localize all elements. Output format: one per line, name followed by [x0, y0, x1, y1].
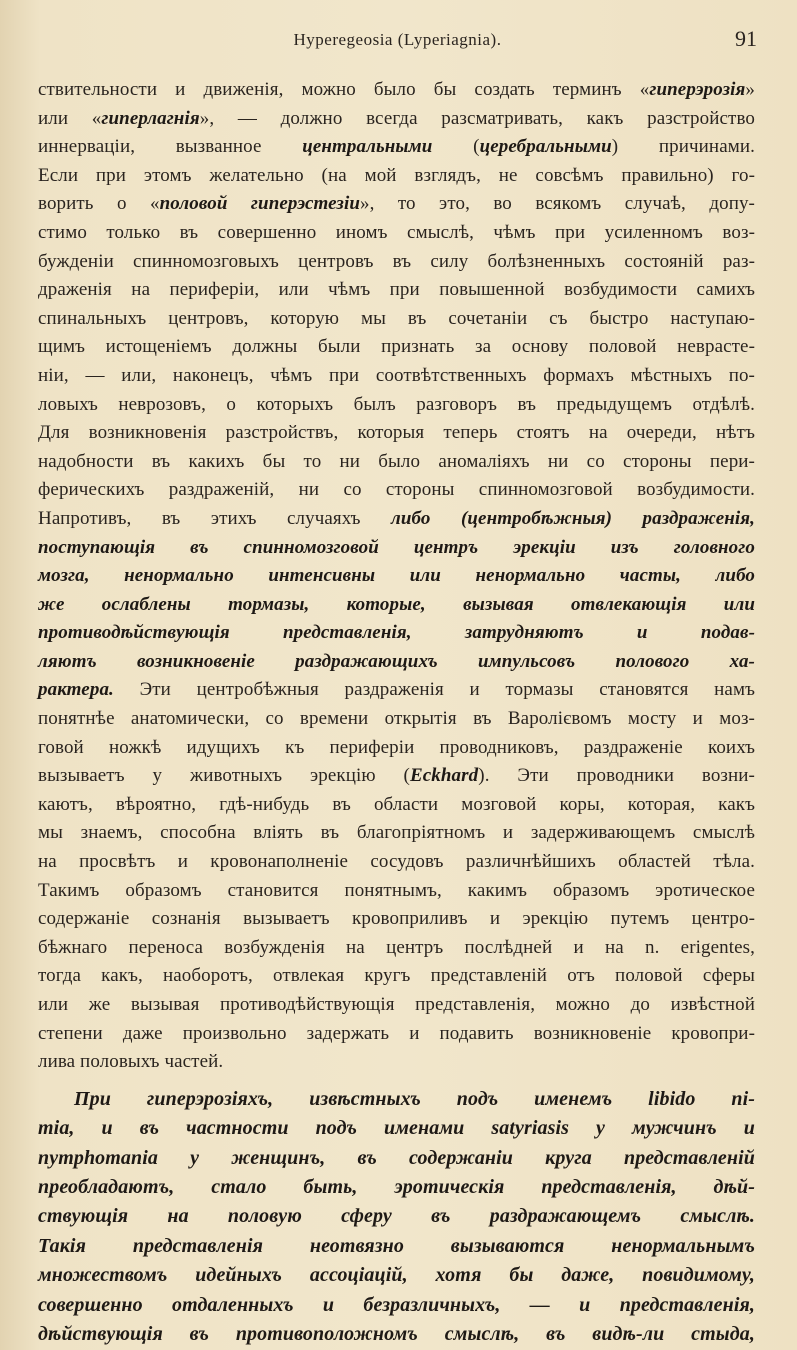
- emphasized-text: совершенно отдаленныхъ и безразличныхъ, — и представленія,: [38, 1293, 755, 1316]
- text-line: [38, 676, 755, 705]
- text-line: [38, 877, 755, 906]
- emphasized-text: дѣйствующія въ противоположномъ смыслѣ, въ видѣ-ли стыда,: [38, 1322, 755, 1345]
- text-line: [38, 1048, 755, 1077]
- text-segment: мы знаемъ, способна вліять въ благопріятномъ и задерживающемъ смыслѣ: [38, 822, 755, 844]
- text-segment: ловыхъ неврозовъ, о которыхъ былъ разговоръ въ предыдущемъ отдѣлѣ.: [38, 393, 755, 415]
- running-head: Hyperegeosia (Lyperiagnia).: [293, 30, 502, 49]
- emphasized-text: преобладаютъ, стало быть, эротическія представленія, дѣй-: [38, 1175, 755, 1198]
- emphasized-text: рактера.: [38, 679, 114, 701]
- text-segment: Эти центробѣжныя раздраженія и тормазы становятся намъ: [113, 679, 755, 701]
- text-line: [38, 934, 755, 963]
- text-line: [38, 562, 755, 591]
- paragraph-2: [38, 1085, 755, 1350]
- text-segment: ). Эти проводники возни-: [478, 765, 755, 787]
- text-segment: », то это, во всякомъ случаѣ, допу-: [360, 193, 755, 215]
- text-line: [38, 391, 755, 420]
- text-line: [38, 276, 755, 305]
- text-line: [38, 1202, 755, 1231]
- text-segment: каютъ, вѣроятно, гдѣ-нибудь въ области мозговой коры, которая, какъ: [38, 793, 755, 815]
- emphasized-text: ствующія на половую сферу въ раздражающемъ смыслѣ.: [38, 1205, 755, 1228]
- emphasized-text: либо (центробѣжныя) раздраженія,: [391, 507, 755, 529]
- text-segment: ферическихъ раздраженій, ни со стороны спинномозговой возбудимости.: [38, 479, 755, 501]
- text-line: [38, 190, 755, 219]
- text-segment: Для возникновенія разстройствъ, которыя теперь стоятъ на очереди, нѣтъ: [38, 422, 755, 444]
- text-line: [38, 1173, 755, 1202]
- text-line: [38, 476, 755, 505]
- text-line: [38, 1291, 755, 1320]
- text-segment: на просвѣтъ и кровонаполненіе сосудовъ различнѣйшихъ областей тѣла.: [38, 851, 755, 873]
- text-line: [38, 505, 755, 534]
- text-segment: содержаніе сознанія вызываетъ кровоприливъ и эрекцію путемъ центро-: [38, 908, 755, 930]
- text-segment: Напротивъ, въ этихъ случаяхъ: [38, 507, 392, 529]
- page-header: [38, 26, 757, 58]
- emphasized-text: гиперлагнія: [101, 107, 200, 129]
- text-line: [38, 1320, 755, 1349]
- text-segment: тогда какъ, наоборотъ, отвлекая кругъ представленій отъ половой сферы: [38, 965, 755, 987]
- text-segment: ) причинами.: [611, 136, 755, 158]
- emphasized-text: церебральными: [479, 136, 612, 158]
- text-line: [38, 848, 755, 877]
- text-line: [38, 419, 755, 448]
- text-line: [38, 991, 755, 1020]
- emphasized-text: половой гиперэстезіи: [159, 193, 360, 215]
- text-segment: щимъ истощеніемъ должны были признать за основу половой неврасте-: [38, 336, 755, 358]
- text-line: [38, 619, 755, 648]
- text-line: [38, 448, 755, 477]
- text-line: [38, 1085, 755, 1114]
- text-line: [38, 248, 755, 277]
- text-segment: говой ножкѣ идущихъ къ периферіи проводниковъ, раздраженіе коихъ: [38, 736, 755, 758]
- emphasized-text: центральными: [302, 136, 433, 158]
- text-line: [38, 1261, 755, 1290]
- text-segment: ствительности и движенія, можно было бы создать терминъ «: [38, 79, 650, 100]
- text-segment: или же вызывая противодѣйствующія представленія, можно до извѣстной: [38, 994, 755, 1015]
- text-line: [38, 1020, 755, 1049]
- text-line: [38, 1232, 755, 1261]
- emphasized-text: mia, и въ частности подъ именами satyriasis у мужчинъ и: [38, 1117, 755, 1140]
- text-line: [38, 819, 755, 848]
- body-text: [38, 76, 755, 1349]
- text-segment: или «: [38, 107, 102, 129]
- emphasized-text: Такія представленія неотвязно вызываются ненормальнымъ: [38, 1234, 755, 1257]
- page-number: 91: [735, 26, 757, 51]
- text-segment: », — должно всегда разсматривать, какъ разстройство: [199, 107, 755, 129]
- text-segment: ворить о «: [38, 193, 160, 215]
- text-line: [38, 591, 755, 620]
- text-line: [38, 219, 755, 248]
- text-line: [38, 1114, 755, 1143]
- text-line: [38, 162, 755, 191]
- text-segment: стимо только въ совершенно иномъ смыслѣ, чѣмъ при усиленномъ воз-: [38, 221, 755, 243]
- emphasized-text: противодѣйствующія представленія, затрудняютъ и подав-: [38, 622, 755, 644]
- emphasized-text: гиперэрозія: [649, 79, 746, 100]
- text-segment: иннерваціи, вызванное: [38, 136, 303, 158]
- text-line: [38, 305, 755, 334]
- text-segment: драженія на периферіи, или чѣмъ при повышенной возбудимости самихъ: [38, 279, 755, 301]
- emphasized-text: множествомъ идейныхъ ассоціацій, хотя бы даже, повидимому,: [38, 1264, 755, 1287]
- text-line: [38, 962, 755, 991]
- text-line: [38, 648, 755, 677]
- text-line: [38, 362, 755, 391]
- text-line: [38, 905, 755, 934]
- emphasized-text: nymphomania у женщинъ, въ содержаніи круга представленій: [38, 1146, 755, 1169]
- text-line: [38, 534, 755, 563]
- text-line: [38, 762, 755, 791]
- emphasized-text: же ослаблены тормазы, которые, вызывая отвлекающія или: [38, 593, 755, 615]
- text-segment: спинальныхъ центровъ, которую мы въ сочетаніи съ быстро наступаю-: [38, 307, 755, 329]
- paragraph-1: [38, 76, 755, 1077]
- text-segment: надобности въ какихъ бы то ни было аномаліяхъ ни со стороны пери-: [38, 450, 755, 472]
- emphasized-text: При гиперэрозіяхъ, извѣстныхъ подъ именемъ libido ni-: [74, 1087, 755, 1110]
- text-segment: ніи, — или, наконецъ, чѣмъ при соотвѣтственныхъ формахъ мѣстныхъ по-: [38, 364, 755, 386]
- text-segment: лива половыхъ частей.: [38, 1051, 224, 1073]
- text-line: [38, 105, 755, 134]
- text-segment: понятнѣе анатомически, со времени открытія въ Варолієвомъ мосту и моз-: [38, 708, 755, 730]
- text-line: [38, 1144, 755, 1173]
- emphasized-text: мозга, ненормально интенсивны или ненормально часты, либо: [38, 565, 755, 587]
- text-line: [38, 133, 755, 162]
- text-segment: »: [745, 79, 755, 100]
- text-line: [38, 333, 755, 362]
- text-line: [38, 705, 755, 734]
- emphasized-text: ляютъ возникновеніе раздражающихъ импульсовъ полового ха-: [38, 650, 755, 672]
- text-line: [38, 76, 755, 105]
- text-segment: (: [432, 136, 480, 158]
- text-line: [38, 734, 755, 763]
- text-segment: степени даже произвольно задержать и подавить возникновеніе кровопри-: [38, 1022, 755, 1044]
- text-segment: Такимъ образомъ становится понятнымъ, какимъ образомъ эротическое: [38, 879, 755, 901]
- emphasized-text: Eckhard: [409, 765, 479, 787]
- text-line: [38, 791, 755, 820]
- text-segment: бужденіи спинномозговыхъ центровъ въ силу болѣзненныхъ состояній раз-: [38, 250, 755, 272]
- text-segment: бѣжнаго переноса возбужденія на центръ послѣдней и на n. erigentes,: [38, 936, 755, 958]
- text-segment: вызываетъ у животныхъ эрекцію (: [38, 765, 410, 787]
- text-segment: Если при этомъ желательно (на мой взглядъ, не совсѣмъ правильно) го-: [38, 164, 755, 186]
- emphasized-text: поступающія въ спинномозговой центръ эрекціи изъ головного: [38, 536, 755, 558]
